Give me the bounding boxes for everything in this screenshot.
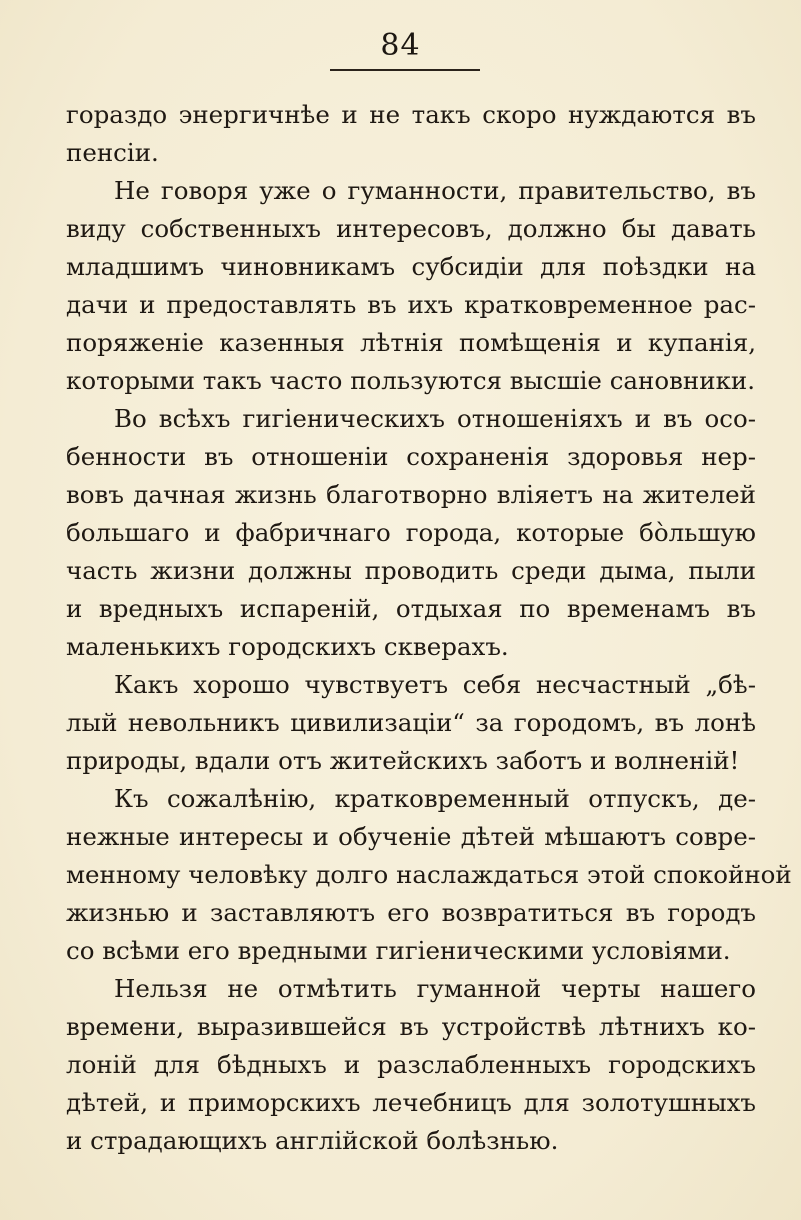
text-line: со всѣми его вредными гигіеническими условіями. xyxy=(66,936,731,965)
text-line: дѣтей, и приморскихъ лечебницъ для золотушныхъ xyxy=(66,1088,756,1117)
text-line: нежные интересы и обученіе дѣтей мѣшаютъ совре- xyxy=(66,822,756,851)
paragraph xyxy=(66,172,756,400)
text-line: природы, вдали отъ житейскихъ заботъ и волненій! xyxy=(66,746,740,775)
text-line: Во всѣхъ гигіеническихъ отношеніяхъ и въ осо- xyxy=(114,404,756,433)
text-line: и вредныхъ испареній, отдыхая по временамъ въ xyxy=(66,594,756,623)
text-line: Какъ хорошо чувствуетъ себя несчастный „бѣ- xyxy=(114,670,756,699)
text-line: пенсіи. xyxy=(66,138,159,167)
page-number: 84 xyxy=(380,28,421,63)
text-line: виду собственныхъ интересовъ, должно бы давать xyxy=(66,214,756,243)
body-text xyxy=(66,96,792,1160)
paragraph xyxy=(66,666,756,780)
text-line: вовъ дачная жизнь благотворно вліяетъ на жителей xyxy=(66,480,756,509)
text-line: жизнью и заставляютъ его возвратиться въ городъ xyxy=(66,898,756,927)
header-rule xyxy=(330,69,480,71)
text-line: поряженіе казенныя лѣтнія помѣщенія и купанія, xyxy=(66,328,756,357)
text-line: бенности въ отношеніи сохраненія здоровья нер- xyxy=(66,442,756,471)
text-line: гораздо энергичнѣе и не такъ скоро нуждаются въ xyxy=(66,100,756,129)
text-line: которыми такъ часто пользуются высшіе сановники. xyxy=(66,366,756,395)
text-line: большаго и фабричнаго города, которые бо̀льшую xyxy=(66,518,756,547)
text-line: часть жизни должны проводить среди дыма, пыли xyxy=(66,556,756,585)
text-line: лоній для бѣдныхъ и разслабленныхъ городскихъ xyxy=(66,1050,756,1079)
paragraph xyxy=(66,970,756,1160)
text-line: менному человѣку долго наслаждаться этой спокойной xyxy=(66,860,792,889)
text-line: младшимъ чиновникамъ субсидіи для поѣздки на xyxy=(66,252,756,281)
paragraph xyxy=(66,96,756,172)
paragraph xyxy=(66,780,792,970)
text-line: дачи и предоставлять въ ихъ кратковременное рас- xyxy=(66,290,756,319)
text-line: Нельзя не отмѣтить гуманной черты нашего xyxy=(114,974,756,1003)
text-line: лый невольникъ цивилизаціи“ за городомъ, въ лонѣ xyxy=(66,708,756,737)
paragraph xyxy=(66,400,756,666)
text-line: и страдающихъ англійской болѣзнью. xyxy=(66,1126,559,1155)
text-line: Не говоря уже о гуманности, правительство, въ xyxy=(114,176,756,205)
text-line: времени, выразившейся въ устройствѣ лѣтнихъ ко- xyxy=(66,1012,756,1041)
text-line: маленькихъ городскихъ скверахъ. xyxy=(66,632,509,661)
page-header xyxy=(0,28,801,72)
text-line: Къ сожалѣнію, кратковременный отпускъ, де- xyxy=(114,784,756,813)
